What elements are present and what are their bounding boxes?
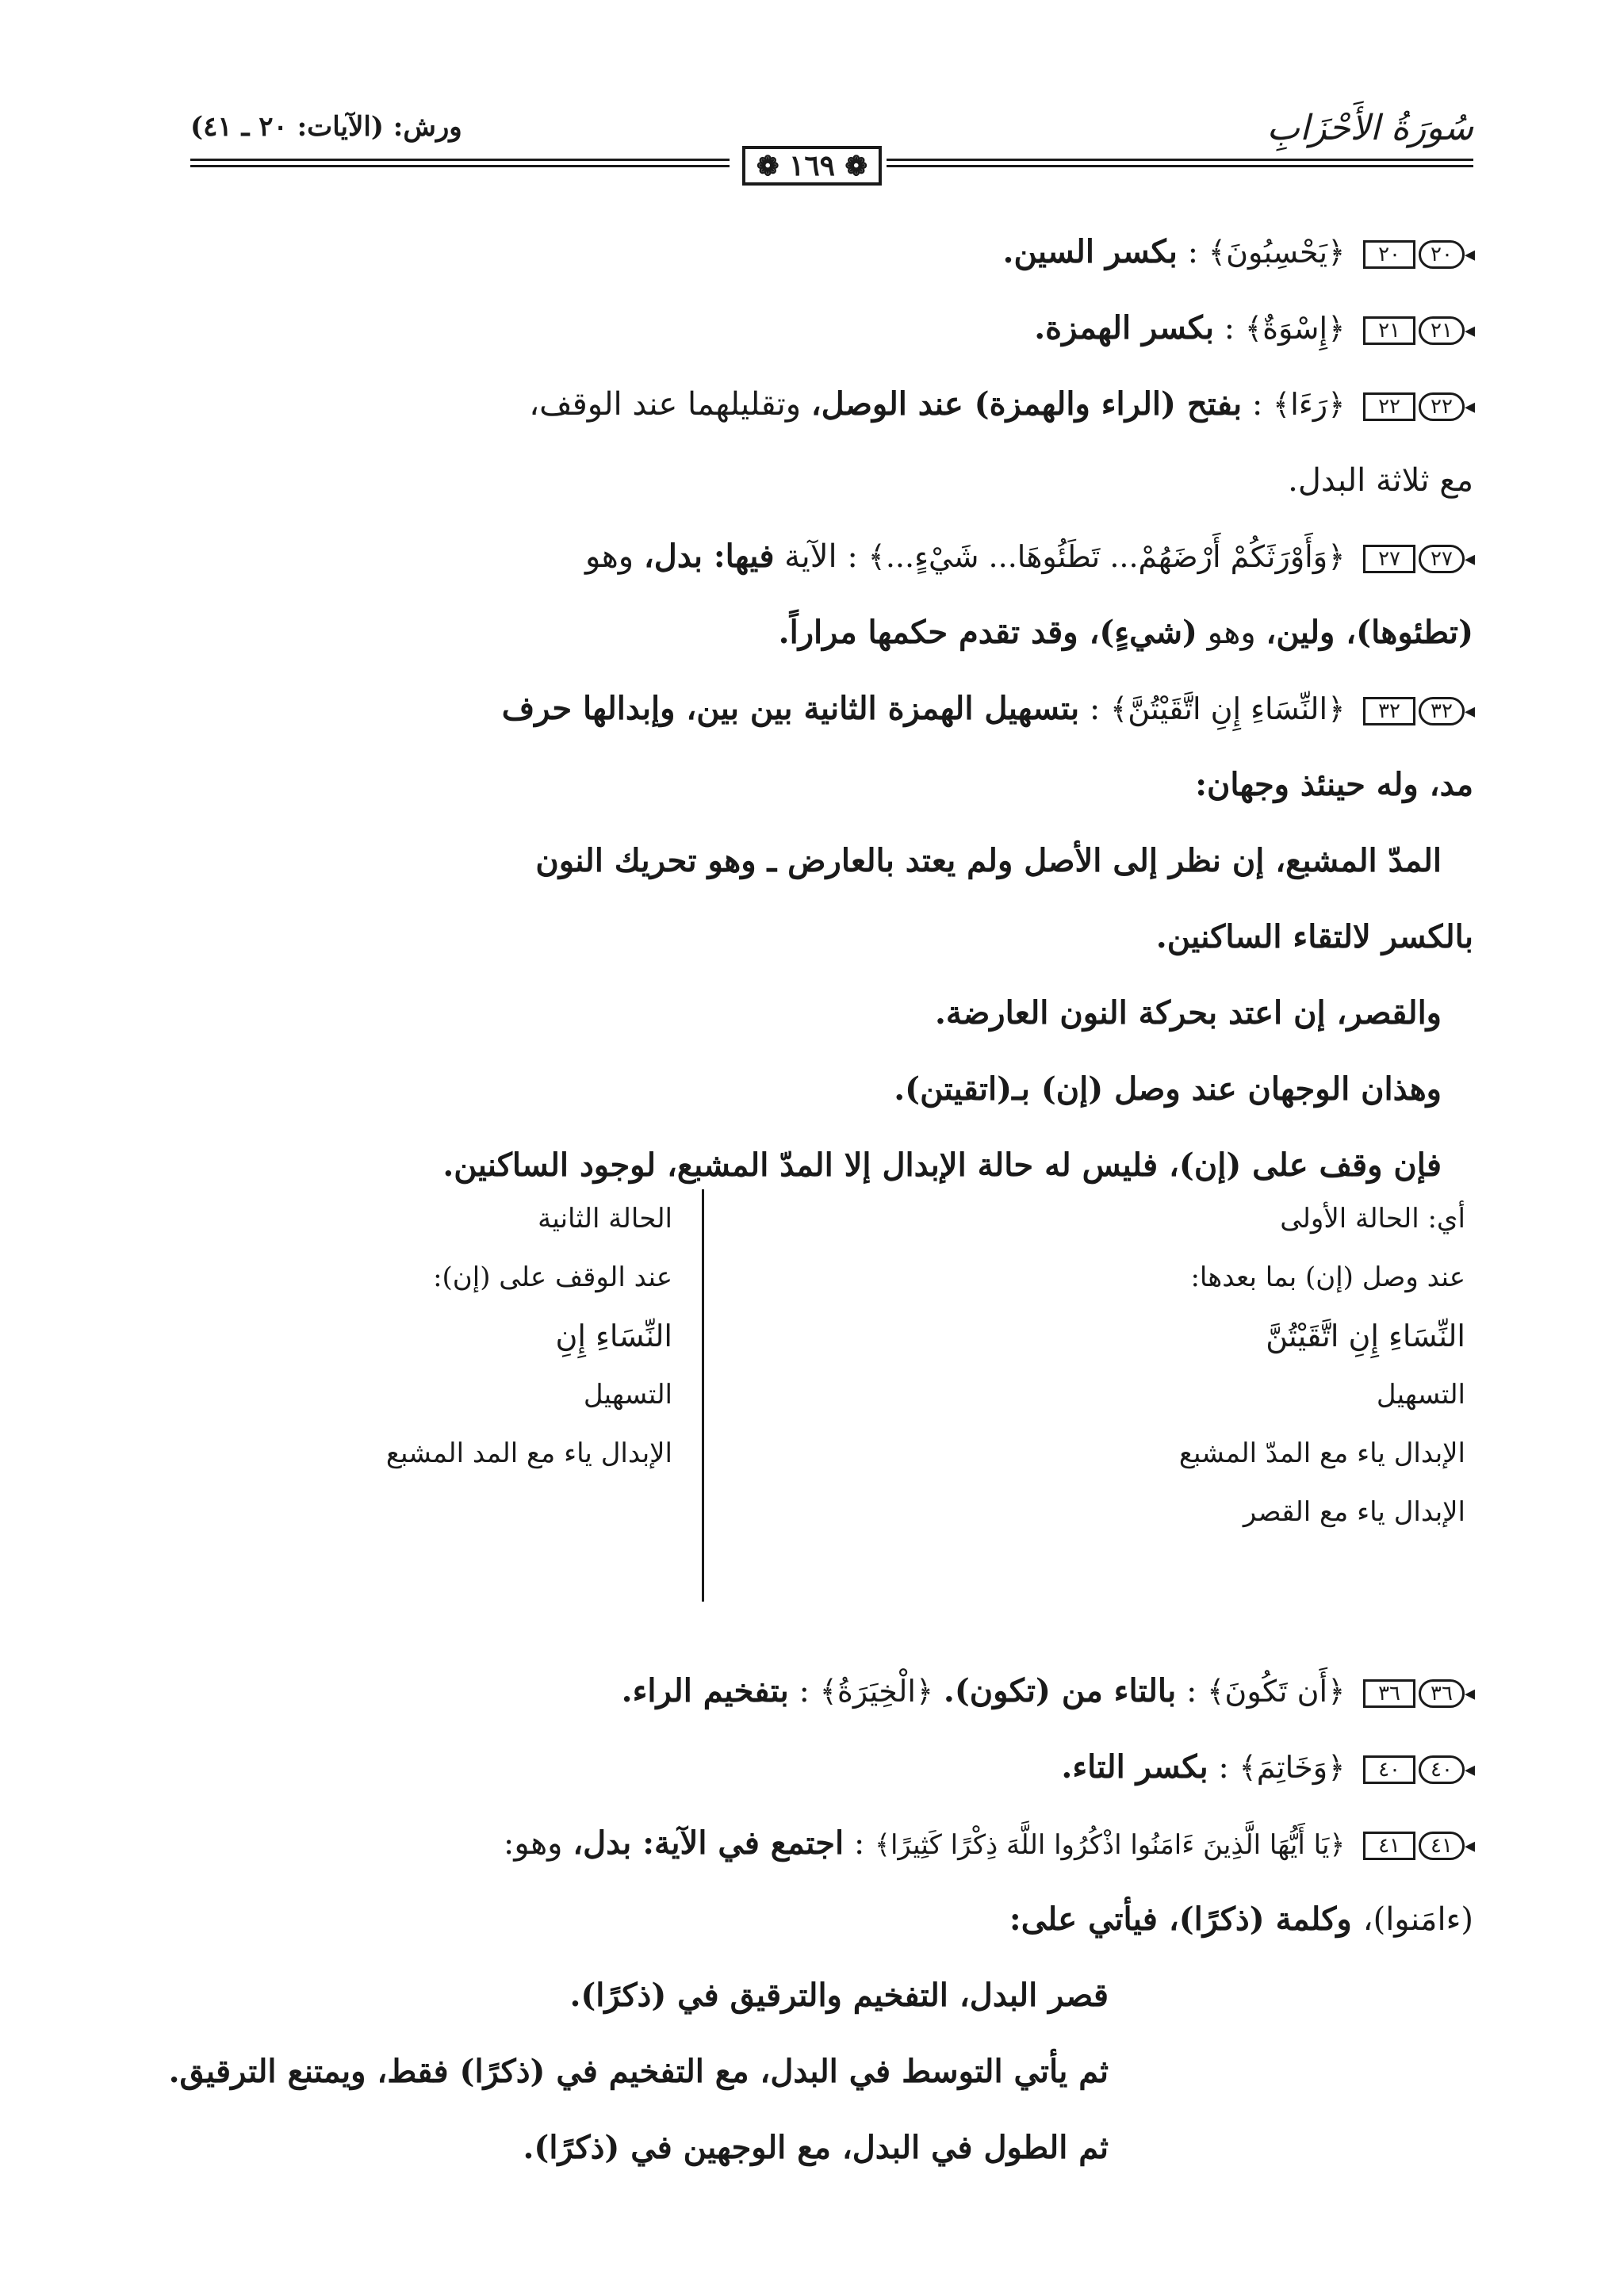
- case-second-heading: الحالة الثانية: [538, 1203, 672, 1235]
- paragraph-qasr: والقصر، إن اعتد بحركة النون العارضة.: [934, 994, 1442, 1032]
- verse-badge: ◂٣٦٣٦: [1363, 1679, 1473, 1708]
- verse-entry-20: ◂٢٠٢٠ ﴿يَحْسِبُونَ﴾ : بكسر السين.: [1002, 233, 1475, 270]
- verse-entry-22-cont: مع ثلاثة البدل.: [1288, 462, 1473, 499]
- verse-badge: ◂٢٢٢٢: [1363, 392, 1473, 421]
- paragraph-waqf: فإن وقف على (إن)، فليس له حالة الإبدال إلا المدّ المشبع، لوجود الساكنين.: [442, 1146, 1442, 1184]
- case-second-option: الإبدال ياء مع المد المشبع: [385, 1437, 672, 1469]
- ornament-icon: ❁: [845, 151, 868, 182]
- verse-entry-40: ◂٤٠٤٠ ﴿وَخَاتِمَ﴾ : بكسر التاء.: [1061, 1748, 1475, 1786]
- verse-ruling: بتسهيل الهمزة الثانية بين بين، وإبدالها حرف: [501, 690, 1080, 727]
- case-second-quran: النِّسَاءِ إِنِ: [555, 1319, 672, 1353]
- case-second-option: التسهيل: [583, 1379, 672, 1411]
- case-second-column: [197, 1189, 672, 1483]
- closing-line-3: ثم الطول في البدل، مع الوجهين في (ذكرًا).: [523, 2129, 1109, 2166]
- verse-entry-22: ◂٢٢٢٢ ﴿رَءَا﴾ : بفتح (الراء والهمزة) عند الوصل، وتقليلهما عند الوقف،: [529, 385, 1475, 423]
- verse-badge: ◂٤٠٤٠: [1363, 1755, 1473, 1784]
- paragraph-mad-cont: بالكسر لالتقاء الساكنين.: [1155, 918, 1473, 955]
- quran-word: ﴿وَأَوْرَثَكُمْ أَرْضَهُمْ... تَطَئُوهَا... شَيْءٍ...﴾: [868, 539, 1346, 574]
- header-rule-left: [190, 159, 730, 167]
- closing-line-1: قصر البدل، التفخيم والترقيق في (ذكرًا).: [569, 1977, 1109, 2014]
- paragraph-wajhan: وهذان الوجهان عند وصل (إن) بـ(اتقيتن).: [894, 1070, 1442, 1108]
- quran-word: ﴿يَا أَيُّهَا الَّذِينَ ءَامَنُوا اذْكُرُوا اللَّهَ ذِكْرًا كَثِيرًا﴾: [875, 1829, 1346, 1861]
- quran-word: ﴿وَخَاتِمَ﴾: [1239, 1750, 1346, 1785]
- verse-entry-27: ◂٢٧٢٧ ﴿وَأَوْرَثَكُمْ أَرْضَهُمْ... تَطَئُوهَا... شَيْءٍ...﴾ : الآية فيها: بدل، وهو: [585, 538, 1475, 575]
- verse-entry-41: ◂٤١٤١ ﴿يَا أَيُّهَا الَّذِينَ ءَامَنُوا اذْكُرُوا اللَّهَ ذِكْرًا كَثِيرًا﴾ : اجتمع في الآية: بدل، وهو:: [503, 1824, 1475, 1862]
- verse-badge: ◂٢٧٢٧: [1363, 545, 1473, 573]
- case-first-quran: النِّسَاءِ إِنِ اتَّقَيْتُنَّ: [1266, 1319, 1465, 1353]
- verse-entry-27-cont: (تطئوها)، ولين، وهو (شيءٍ)، وقد تقدم حكمها مراراً.: [778, 614, 1473, 651]
- case-first-sub: عند وصل (إن) بما بعدها:: [1190, 1261, 1465, 1293]
- quran-word: ﴿الْخِيَرَةُ﴾: [819, 1674, 934, 1709]
- verse-badge: ◂٢١٢١: [1363, 316, 1473, 345]
- case-first-option: الإبدال ياء مع المدّ المشبع: [1178, 1437, 1465, 1469]
- verse-badge: ◂٢٠٢٠: [1363, 240, 1473, 269]
- case-first-heading: أي: الحالة الأولى: [1280, 1203, 1465, 1235]
- verse-badge: ◂٣٢٣٢: [1363, 697, 1473, 725]
- verse-entry-32: ◂٣٢٣٢ ﴿النِّسَاءِ إِنِ اتَّقَيْتُنَّ﴾ : بتسهيل الهمزة الثانية بين بين، وإبدالها حرف: [501, 690, 1475, 727]
- case-first-option: الإبدال ياء مع القصر: [1243, 1496, 1465, 1528]
- verse-entry-32-cont: مد، وله حينئذ وجهان:: [1195, 766, 1473, 803]
- quran-word: ﴿يَحْسِبُونَ﴾: [1208, 235, 1346, 270]
- quran-word: ﴿رَءَا﴾: [1273, 387, 1346, 422]
- quran-word: ﴿إِسْوَةٌ﴾: [1244, 311, 1346, 346]
- verse-ruling: بكسر الهمزة.: [1034, 309, 1214, 346]
- quran-word: ﴿أَن تَكُونَ﴾: [1207, 1674, 1346, 1709]
- case-second-sub: عند الوقف على (إن):: [433, 1261, 672, 1293]
- quran-word: ﴿النِّسَاءِ إِنِ اتَّقَيْتُنَّ﴾: [1110, 691, 1346, 726]
- verse-entry-36: ◂٣٦٣٦ ﴿أَن تَكُونَ﴾ : بالتاء من (تكون). ﴿الْخِيَرَةُ﴾ : بتفخيم الراء.: [621, 1672, 1475, 1709]
- ornament-icon: ❁: [756, 151, 779, 182]
- column-divider: [702, 1189, 704, 1602]
- cases-table: [182, 1189, 1465, 1602]
- header-verse-range: ورش: (الآيات: ٢٠ ـ ٤١): [190, 111, 462, 143]
- closing-line-2: ثم يأتي التوسط في البدل، مع التفخيم في (ذكرًا) فقط، ويمتنع الترقيق.: [168, 2053, 1109, 2090]
- header-surah-title: سُورَةُ الأَحْزَابِ: [1266, 108, 1473, 148]
- verse-badge: ◂٤١٤١: [1363, 1832, 1473, 1860]
- verse-entry-41-cont: (ءامَنوا)، وكلمة (ذكرًا)، فيأتي على:: [1009, 1901, 1473, 1938]
- verse-ruling: بكسر السين.: [1002, 233, 1178, 270]
- verse-entry-21: ◂٢١٢١ ﴿إِسْوَةٌ﴾ : بكسر الهمزة.: [1034, 309, 1475, 346]
- main-content: [190, 214, 1473, 1204]
- verse-note: وتقليلهما عند الوقف،: [529, 386, 811, 423]
- page-number-box: [742, 146, 882, 186]
- header-rule-right: [887, 159, 1473, 167]
- paragraph-mad: المدّ المشبع، إن نظر إلى الأصل ولم يعتد بالعارض ـ وهو تحريك النون: [535, 842, 1442, 879]
- lower-content: [168, 1653, 1475, 2186]
- case-first-column: [839, 1189, 1465, 1541]
- page-number: ١٦٩: [788, 149, 836, 182]
- case-first-option: التسهيل: [1376, 1379, 1465, 1411]
- verse-ruling: بفتح (الراء والهمزة) عند الوصل،: [810, 385, 1243, 423]
